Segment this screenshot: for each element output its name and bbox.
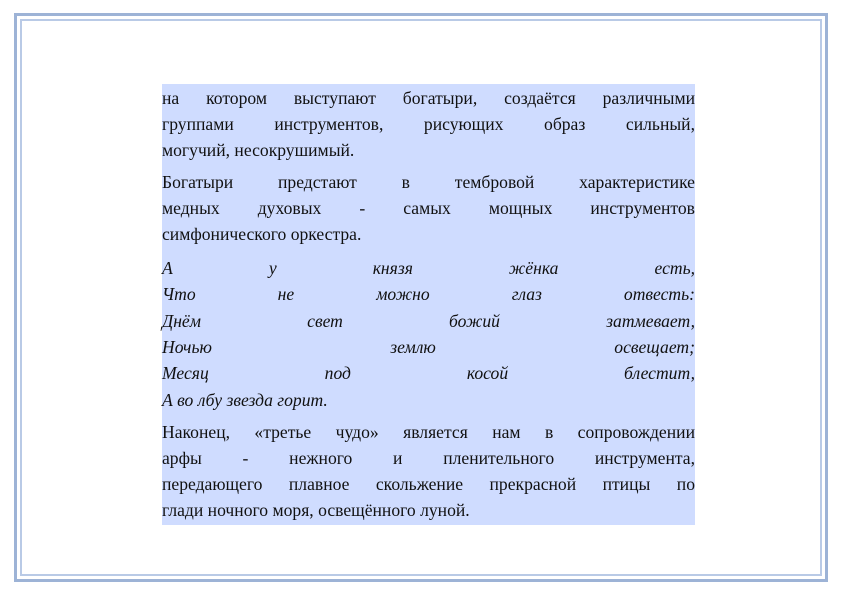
text-block <box>162 84 695 525</box>
poem-line: Ночью землю освещает; <box>162 337 695 357</box>
paragraph-1 <box>162 86 695 163</box>
paragraph-line: передающего плавное скольжение прекрасной птицы по <box>162 473 695 494</box>
poem-line: А во лбу звезда горит. <box>162 389 328 410</box>
paragraph-line: медных духовых - самых мощных инструментов <box>162 198 695 219</box>
paragraph-line: группами инструментов, рисующих образ сильный, <box>162 113 695 134</box>
paragraph-line: глади ночного моря, освещённого луной. <box>162 499 470 520</box>
paragraph-line: могучий, несокрушимый. <box>162 139 355 160</box>
paragraph-closing <box>162 420 695 523</box>
paragraph-line: Богатыри предстают в тембровой характеристике <box>162 172 695 193</box>
paragraph-2 <box>162 170 695 247</box>
poem-line: А у князя жёнка есть, <box>162 257 695 278</box>
paragraph-line: арфы - нежного и пленительного инструмента, <box>162 448 695 469</box>
poem-line: Месяц под косой блестит, <box>162 363 695 384</box>
paragraph-line: на котором выступают богатыри, создаётся различными <box>162 88 695 108</box>
paragraph-line: Наконец, «третье чудо» является нам в сопровождении <box>162 422 695 443</box>
paragraph-line: симфонического оркестра. <box>162 223 362 244</box>
poem-quote <box>162 255 695 413</box>
poem-line: Что не можно глаз отвесть: <box>162 284 695 305</box>
poem-line: Днём свет божий затмевает, <box>162 310 695 331</box>
